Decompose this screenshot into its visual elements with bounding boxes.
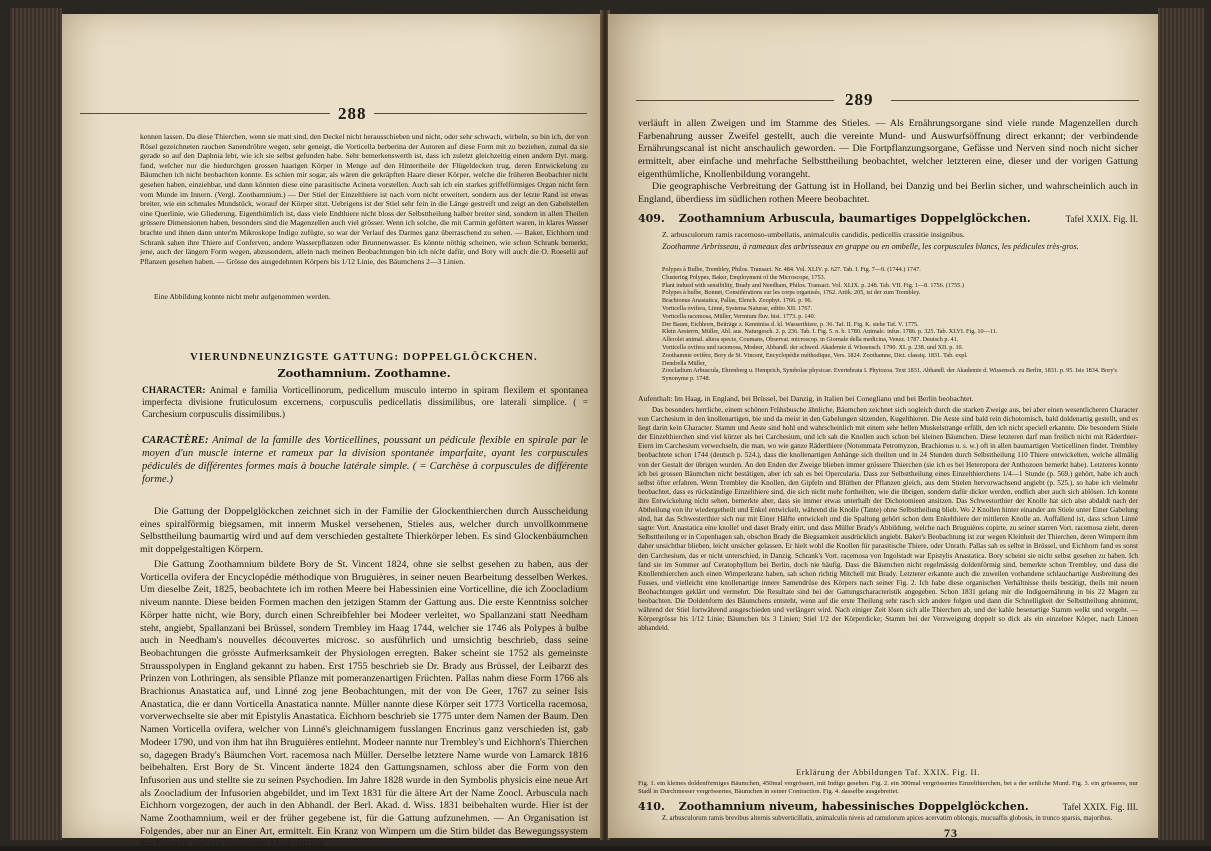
- signature-mark: 73: [944, 826, 958, 840]
- paragraph: verläuft in allen Zweigen und im Stamme des Stieles. — Als Ernährungsorgane sind viele runde Magenzellen durch Farbenahrung ausser Zweifel gestellt, auch die vereinte Mund- und Auswurfsöffnung direct erkannt; der verbindende Ernährungscanal ist nicht anschaulich geworden. — Die Fortpflanzungsorgane, Gefässe und Nerven sind noch nicht sicher ermittelt, aber einfache und mehrfache Selbsttheilung beobachtet, welcher letzteren eine, dieser und der vorigen Gattung eigenthümliche, Knollenbildung vorangeht.: [638, 118, 1138, 180]
- header-rule: [636, 100, 834, 101]
- synonym: Vorticella racemosa, Müller, Vermium fluv. hist. 1773. p. 140.: [662, 312, 816, 320]
- synonym: Vorticella ovifera und racemosa, Modeer, Abhandl. der schwed. Akademie d. Wissensch. 1790. XI. p. 238. und XII. p. 10.: [662, 343, 964, 351]
- habitat-line: Aufenthalt: Im Haag, in England, bei Brüssel, bei Danzig, in Italien bei Conegliano und bei Berlin beobachtet.: [638, 394, 974, 403]
- synonym: Polypes à bulbe, Bonnet, Considérations sur les corps organisés, 1762. Artik. 205, ist der zum Trembley.: [662, 289, 921, 297]
- plate-explanation: Fig. 1. ein kleines doldenförmiges Bäumchen, 450mal vergrössert, mit Indigo gesehen. Fig. 2. ein 300mal vergrössertes Einzelthierchen, bei a der seitliche Mund. Fig. 3. ein grösseres, nur Stadl in Durchmesser vergrössertes, Bäumchen in seiner Contraction. Fig. 4. dasselbe ausgebreitet.: [638, 780, 1138, 796]
- page-number: 288: [338, 104, 367, 123]
- caractere-label: CARACTÈRE:: [142, 435, 209, 446]
- species-number: 410.: [638, 800, 665, 813]
- synonym: Vorticella ovifera, Linné, Systema Naturae, editio XII. 1767.: [662, 304, 813, 312]
- synonym: Der Baum, Eichhorn, Beiträge z. Kenntniss d. kl. Wasserthiere, p. 36. Taf. II. Fig. K. siehe Taf. V. 1775.: [662, 320, 919, 328]
- latin-diagnosis: Z. arbusculorum ramis racemoso-umbellatis, animalculis candidis, pedicellis crassitie insignibus.: [662, 230, 965, 239]
- caractere-text: Animal de la famille des Vorticellines, poussant un pédicule flexible en spirale par le moyen d'un muscle interne et rameux par la division spontanée imparfaite, ayant les corpuscules pédiculés de différentes formes mais à bouche latérale simple. ( = Carchèse à corpuscules de différente forme.): [142, 435, 588, 485]
- plate-explanation-title: Erklärung der Abbildungen Taf. XXIX. Fig. II.: [796, 768, 980, 777]
- synonym: Zoothamnie ovifère, Bory de St. Vincent, Encyclopédie méthodique, Vers. 1824. Zoothamne, Dict. classiq. 1831. Tab. expl.: [662, 351, 968, 359]
- left-page-stack: [10, 8, 62, 840]
- synonym-list: [662, 266, 1138, 383]
- plate-reference: Tafel XXIX. Fig. II.: [1065, 214, 1138, 224]
- right-page-stack: [1158, 8, 1204, 840]
- genus-paragraph: Die Gattung der Doppelglöckchen zeichnet sich in der Familie der Glockenthierchen durch Ausscheidung eines spiralförmig biegsamen, mit innerm Muskel versehenen, Stieles aus, welcher durch unvollkommene Selbsttheilung baumartig wird und auf dem verschieden gestaltete Thierkörper leben. Es sind Glockenbäumchen mit doppelgestaltigen Körpern.: [140, 506, 588, 556]
- genus-names: Zoothamnium. Zoothamne.: [277, 366, 451, 380]
- species-number: 409.: [638, 212, 665, 225]
- latin-diagnosis: Z. arbusculorum ramis brevibus alternis subverticillatis, animalculis niveis ad ramulorum apices acervatim oblongis, mucuaffis globosis, in trunco sparsis, majoribus.: [662, 815, 1113, 822]
- header-rule: [374, 113, 587, 114]
- synonym: Brachionus Anastatica, Pallas, Elench. Zoophyt. 1766. p. 96.: [662, 297, 813, 305]
- species-title: Zoothamnium Arbuscula, baumartiges Doppelglöckchen.: [678, 212, 1031, 225]
- header-rule: [891, 100, 1139, 101]
- geo-paragraph: Die geographische Verbreitung der Gattung ist in Holland, bei Danzig und bei Berlin sicher, und wahrscheinlich auch in England, überdiess im südlichen rothen Meere beobachtet.: [638, 181, 1138, 205]
- synonym: Klein Aesterrn, Müller, Abl. aus. Naturgesch. 2. p. 236. Tab. I. Fig. 5. n. b. 1780. Animalc. infus. 1786. p. 325. Tab. XLVI. Fig. 10—11.: [662, 328, 998, 336]
- synonym: Plant indued with sensibility, Brady and Needham, Philos. Transact. Vol. XLIX. p. 248. Tab. VII. Fig. 1—8. 1756. (1755.): [662, 281, 964, 289]
- character-label: CHARACTER:: [142, 386, 206, 396]
- synonym: Clustering Polypes, Baker, Employment of the Microscope, 1753.: [662, 273, 826, 281]
- species-description: Das besonders herrliche, einem schönen Frühsbusche ähnliche, Bäumchen zeichnet sich sogleich durch die starken Zweige aus, bei aber einen wesentlicheren Character von Carchesium in den knollenartigen, bie und da meist in den Gabelungen sitzenden, Kugelthieren. Die Aeste sind bald rein dichotomisch, bald doldenartig gestellt, und es liegt darin kein Character. Stamm und Aeste sind hohl und wahrscheinlich mit einem sehr hellen Muskelstrange erfüllt, den ich nicht speciell erkannte. Die besondern Stiele der Einzelthierchen sind viel kürzer als bei Carchesium, und ich sah die Knollen auch schon bei kleinen Bäumchen. Diese letzteren darf man freilich nicht mit Räderthier-Eiern im Carchesium verwechseln, die man, wo wie ganze Räderthiere (Notommata Petromyzon, Brachionus u. s. w.) oft in allen baumartigen Vorticellinen findet. Trembley beobachtete schon 1744 (deutsch p. 524.), dass die knollenartigen Anhänge sich theilten und in 24 Stunden durch Selbsttheilung 110 Thiere entwickelten, welche allmälig von der Gestalt der übrigen wurden. An den Enden der Zweige blieben immer grössere Thierchen (sie ich es bei Heteropora der Anthozoen bemerkt habe). Letzteres konnte ich bei grossen Bäumchen nicht bestätigen, aber ich sah es bei Opercularia. Dass zur Selbsttheilung eines Einzelthierchens 1/4—1 Stunde (p. 569.) gehört, habe ich auch selbst öfter erfahren. Wenn Trembley die Knollen, den Gipfeln und Blüthen der Pflanzen gleich, aus dem Stielen hervorwachsend angiebt (p. 525.), so habe ich vielmehr beobachtet, dass es rückständige Einzelthiere sind, die sich nicht mehr fortheilten, wie die übrigen, sondern dafür dicker werden, endlich aber auch sich ablösen. Ich konnte ihre Entwickelung nicht sehen, bemerkte aber, dass sie immer etwas unterhalb der Dichotomieen ansitzen. Das Schwestorthier der Knolle hat sich also abdaldt nach der Abtheilung von ihr wiedergetheilt und Enkel entwickelt, während die Knolle (Tante) ohne Selbsttheilung blieb. Wo 2 Knollen hinter einander am Stiele unter Einer Gabelung sind, hat das Schwesterthier sich nur mit Einer Hälfte entwickelt und die Spaltung gehört schon dem Enkelthiere der mittleren Knolle an. Auffallend ist, dass schon Linné sagte: Vort. Anastatica eine knolle! und daset Brady eitirt, und dass Müller Brady's Abbildung, welche nach Bruguières copirte, zu seiner starren Vort. racemosa zieht, deren Selbsttheilung er in Copenhagen sah, obschon Brady die Biegsamkeit ausdrücklich angiebt. Baker's Beobachtung ist zur wegen Kleinheit der Thierchen, deren Wimpern ihm daher unsichtbar blieben, leicht unsicher gelassen. Er hielt wohl die Knollen für parasitische Thiere, oder Unrath. Pallas sah es selbst in Brüssel, und Eichhorn fand es sonst den Carchesium, das er nicht unterschied, in Danzig. Schrank's Vort. racemosa von Ingolstadt war Epistylis Anastatica. Bory scheint sie nicht selbst gesehen zu haben. Ich fand sie im Sommer auf Ceratophyllum bei Berlin, doch nie häufig. Dass die Bäumchen nicht regelmässig doldenförmig sind, bemerkte schon Trembley, und dass die Knollenthierchen auch einen Wimperkranz haben, sah schon richtig Mitchell mit Brady. Letzterer erkannte auch die zuweilen vorhandene schlauchartige Ausbreitung des Fusses, und vielleicht eine knollenartige innere Samendrüse des Körpers nach seiner Fig. 2. Ich habe diese organischen Verhältnisse theils bestätigt, theils mit neuen Beobachtungen geklärt und vermehrt. Die Resultate sind bei der Gattungscharacteristik angegeben. Schon 1831 gelang mir die Indigoernährung in bis 22 Magen zu beobachten. Die Doldenform des Bäumchens entsteht, wenn auf die erste Theilung sehr rasch sich andere folgen und dann die Schnelligkeit der Selbsttheilung abnimmt, während der Stiel fortwährend ausgeschieden und verlängert wird. Nach einiger Zeit lösen sich alle Thierchen ab, und der kahle besenartige Stamm welkt und vergeht. — Körpergrösse bis 1/12 Linie; Bäumchen bis 3 Linien; Stiel 1/2 der Körperdicke; Stamm bei der Verzweigung doppelt so dick als ein einzelner Körper, nach Linnen abhandeld.: [638, 406, 1138, 633]
- left-page: [62, 14, 602, 850]
- synonym: Dendrella Müller,: [662, 359, 707, 367]
- note: Eine Abbildung konnte nicht mehr aufgenommen werden.: [154, 292, 331, 301]
- page-number: 289: [845, 90, 874, 109]
- species-heading-410: [638, 800, 1138, 814]
- caractere-block: [142, 434, 588, 486]
- character-text: Animal e familia Vorticellinorum, pedicellum musculo interno in spiram flexilem et spontanea imperfecta divisione fruticulosum excernens, corpusculis pedicellatis dissimilibus, ore laterali simplice. ( = Carchesium corpusculis dissimilibus.): [142, 386, 588, 421]
- plate-reference: Tafel XXIX. Fig. III.: [1062, 802, 1138, 812]
- synonym: Allerolei animal. altera specie, Coumans, Observat. microscop. in Giornale della medicina, Venez. 1787. Deutsch p. 41.: [662, 336, 959, 344]
- character-block: [142, 385, 588, 421]
- history-paragraph: Die Gattung Zoothamnium bildete Bory de St. Vincent 1824, ohne sie selbst gesehen zu haben, aus der Vorticella ovifera der Encyclopédie méthodique von Bruguières, in seiner neuen Bearbeitung desselben Werkes. Um dieselbe Zeit, 1825, beobachtete ich im rothen Meere bei Habessinien eine Vorticelline, die ich Zoocladium niveum nannte. Diese beiden Formen machen den jetzigen Stamm der Gattung aus. Die erste Kenntniss solcher Körper hatte nicht, wie Bory, durch einen Schreibfehler bei Modeer verleitet, wo Spallanzani statt Needham steht, angiebt, Spallanzani bei Brüssel, sondern Trembley im Haag 1744, welcher sie 1746 als Polypes à bulbe auch in Needham's nouvelles découvertes microsc. so ausführlich und umsichtig beschrieb, dass seine Beobachtungen die grösste Aufmerksamkeit der Physiologen erregten. Baker scheint sie 1752 als gemeinste Strausspolypen in England gekannt zu haben. Erst 1755 beschrieb sie Dr. Brady aus Brüssel, der Leibarzt des Prinzen von Lothringen, als sensible Pflanze mit pomeranzenartigen Früchten. Pallas nahm diese Form 1766 als Brachionus Anastatica auf, und Linné zog jene Beobachtungen, mit der von De Geer, 1767 zu seiner Isis Anastatica, die er dann Vorticella Anastatica nannte. Müller nannte diese Körper seit 1773 Vorticella racemosa, vorverwechselte sie aber mit Epistylis Anastatica. Eichhorn beschrieb sie 1775 unter dem Namen der Baum. Den Namen Vorticella ovifera, welcher von Linné's gleichnamigem fusslangen Encrinus ganz verschieden ist, gab Modeer 1790, und von ihm hat ihn Bruguières entlehnt. Modeer nannte nur Trembley's und Eichhorn's Thierchen so, dagegen Brady's Bäumchen Vort. racemosa nach Müller. Derselbe letztere Name wurde von Lamarck 1816 beibehalten. Erst Bory de St. Vincent änderte 1824 den Gattungsnamen, schloss aber die Form von den Infusorien aus und stellte sie zu seinen Psychodien. Im Jahre 1828 wurde in den Symbolis physicis eine neue Art als Zoocladium der Infusorien abgebildet, und im Text 1831 für die ältere Art der Name Zoocl. Arbuscula nach Eichhorn vorgezogen, der auch in den Abhandl. der Berl. Akad. d. Wiss. 1831 beibehalten wurde. Hier ist der Name Zoothamnium, weil er der früher gegebene ist, für die Gattung aufzunehmen. — An Organisation ist Folgendes, aber nur an Einer Art, ermittelt. Ein Kranz von Wimpern um die Stirn bildet das Bewegungssystem des Körpers, und ein besonderer Muskelstrang: [140, 559, 588, 850]
- header-rule: [80, 113, 330, 114]
- genus-heading: VIERUNDNEUNZIGSTE GATTUNG: DOPPELGLÖCKCHEN.: [190, 352, 538, 363]
- species-heading-409: [638, 212, 1138, 226]
- synonym: Polypes à Bulbe, Trembley, Philos. Transact. Nr. 484. Vol. XLIV. p. 627. Tab. I. Fig. 7—9. (1744.) 1747.: [662, 266, 921, 273]
- synonym: Zoocladium Arbuscula, Ehrenberg u. Hemprich, Symbolae physicae. Evertebrata I. Phytozoa. Text 1831. Abhandl. der Akademie d. Wissensch. zu Berlin, 1831. p. 95. Isis 1834. Bory's Synonyme p. 1748.: [662, 367, 1117, 383]
- french-diagnosis: Zoothamne Arbrisseau, à rameaux des arbrisseaux en grappe ou en ombelle, les corpuscules blancs, les pédicules très-gros.: [662, 242, 1079, 251]
- right-page: [608, 14, 1158, 838]
- paragraph: kennen lassen. Da diese Thierchen, wenn sie matt sind, den Deckel nicht herausschieben und nicht, oder sehr schwach, wirbeln, so bin ich, der von Rösel gezeichneten rauchen Sanendröhre wegen, sehr geneigt, die Vorticella berberina der Autoren auf diese Form mit zu beziehen, zumal da sie gerade so auf den Daphnia lebt, wie ich sie selbst gefunden habe. Sehr bemerkenswerth ist, dass ich zuletzt gleichzeitig einen andern Dyt. marg. fand, welcher nur die hiedurchgen grossen haarigen Körper in Menge auf den Hintertheile der Flügeldecken trug, deren Entwickelung zu Bäumchen ich nicht beobachten konnte. Es schien mir sogar, als wären die gekräpften Haare dieser Körper, welche die früheren Beobachter nicht gesehen haben, einziehbar, und dann könnten diese eine parasitische Acineta vorstellen. Auch sah ich ein starkes griffelförmiges Organ nicht fern vom Munde im Innern. (Vergl. Zoothamnium.) — Der Stiel der Einzelthiere ist nach vorn nicht erweitert, sondern aus der letzte Rand ist etwas breiter, wie ein schmales Mundstück, worauf der Körper sitzt. Uebrigens ist der Stiel sehr fein in die Länge gestreift und zeigt an den Gabelstellen eine Querlinie, wie Gliederung. Eigenthümlich ist, dass viele Endthiere nicht bloss der Selbsttheilung halber breiter sind, sondern in allen Theilen grössere Dimensionen haben, besonders sind die Magenzellen auch viel grösser. Wenn ich solche, die mit Carmin gefüttert waren, in klares Wasser brachte und ihnen dann unter'm Mikroskope Indigo zufügte, so war der Verlauf des Darmes ganz überraschend zu sehen. — Baker, Eichhorn und Schrank sahen ihre Thiere auf Conferven, andere Wasserpflanzen oder Brunnenwasser. Es könnte nöthig scheinen, wie schon Schrank bemerkt, jene, auch der längern Form wegen, abzusondern, allein nach meinen Beobachtungen bin ich nicht dafür, und Bory will auch die O. Roeselii auf Pflanzen gesehen haben. — Grösse des ausgedehnten Körpers bis 1/12 Linie, des Bäumchens 2—3 Linien.: [140, 132, 588, 266]
- species-title: Zoothamnium niveum, habessinisches Doppelglöckchen.: [678, 800, 1029, 813]
